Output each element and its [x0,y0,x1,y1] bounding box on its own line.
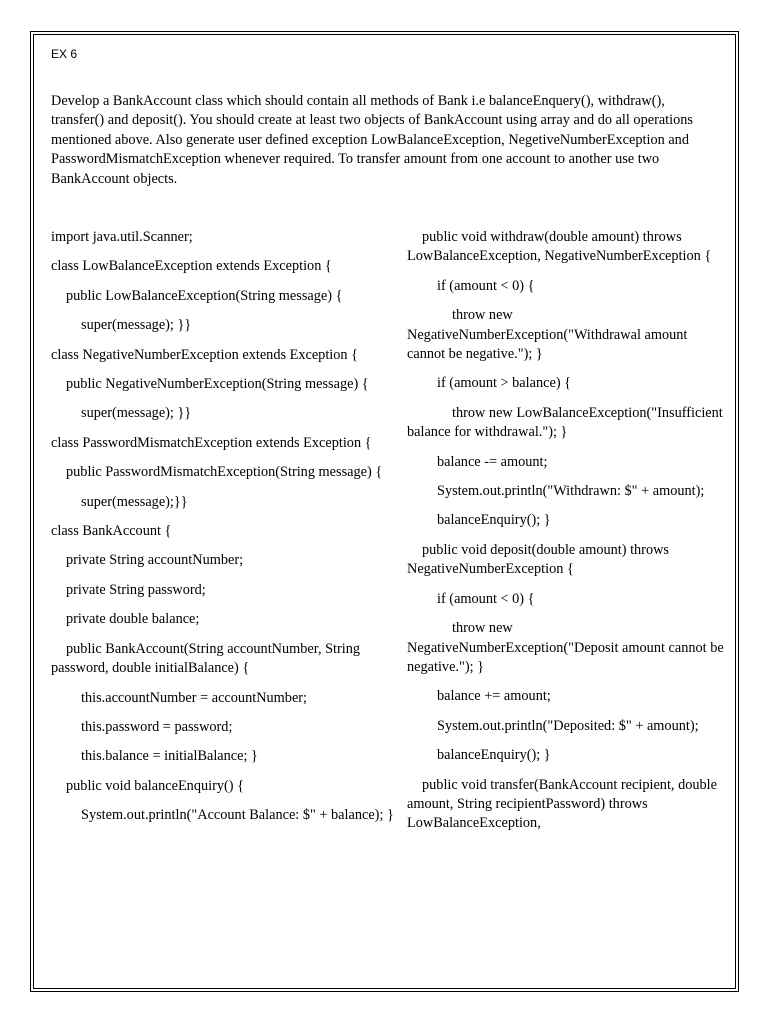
code-line: balanceEnquiry(); } [437,512,551,529]
code-column-left [51,228,396,836]
code-line: import java.util.Scanner; [51,229,193,245]
code-line: System.out.println("Withdrawn: $" + amount); [437,483,705,500]
code-line: private String password; [66,581,206,598]
code-line: private String accountNumber; [66,552,244,569]
code-line: super(message); }} [81,317,192,334]
code-line: class PasswordMismatchException extends Exception { [51,434,372,451]
code-line: this.accountNumber = accountNumber; [81,689,308,706]
code-line: throw new NegativeNumberException("Deposit amount cannot be negative."); } [407,620,724,675]
code-line: public void withdraw(double amount) throws LowBalanceException, NegativeNumberException { [407,229,712,265]
code-line: balance += amount; [437,688,551,705]
code-line: class BankAccount { [51,523,172,540]
code-line: System.out.println("Deposited: $" + amount); [437,717,699,734]
code-line: balance -= amount; [437,453,548,470]
code-line: if (amount < 0) { [437,590,535,607]
code-line: throw new NegativeNumberException("Withdrawal amount cannot be negative."); } [407,307,688,363]
code-line: public PasswordMismatchException(String message) { [66,464,383,481]
code-line: public void balanceEnquiry() { [66,777,244,794]
code-line: throw new LowBalanceException("Insufficient balance for withdrawal."); } [407,404,723,441]
code-column-right [407,228,725,844]
code-line: public BankAccount(String accountNumber, String password, double initialBalance) { [51,640,361,677]
code-line: public void transfer(BankAccount recipient, double amount, String recipientPassword) throws LowBalanceException, [407,776,717,832]
problem-statement: Develop a BankAccount class which should contain all methods of Bank i.e balanceEnquery(), withdraw(), transfer() and deposit(). You should create at least two objects of BankAccount using array and do all operations mentioned above. Also generate user defined exception LowBalanceException, NegetiveNumberException and PasswordMismatchException whenever required. To transfer amount from one account to another use two BankAccount objects. [51,93,693,187]
code-line: if (amount < 0) { [437,277,535,294]
code-line: this.balance = initialBalance; } [81,748,258,765]
code-line: balanceEnquiry(); } [437,747,551,764]
code-line: class NegativeNumberException extends Exception { [51,346,358,363]
code-line: super(message); }} [81,405,192,422]
code-line: System.out.println("Account Balance: $" + balance); } [81,807,394,824]
code-line: this.password = password; [81,718,233,735]
code-line: public void deposit(double amount) throws NegativeNumberException { [407,541,669,578]
code-line: super(message);}} [81,493,188,510]
code-line: public NegativeNumberException(String message) { [66,376,369,393]
code-line: private double balance; [66,611,200,628]
code-line: if (amount > balance) { [437,375,572,392]
code-line: class LowBalanceException extends Exception { [51,258,332,275]
exercise-label: EX 6 [51,47,78,61]
code-line: public LowBalanceException(String message) { [66,287,343,304]
